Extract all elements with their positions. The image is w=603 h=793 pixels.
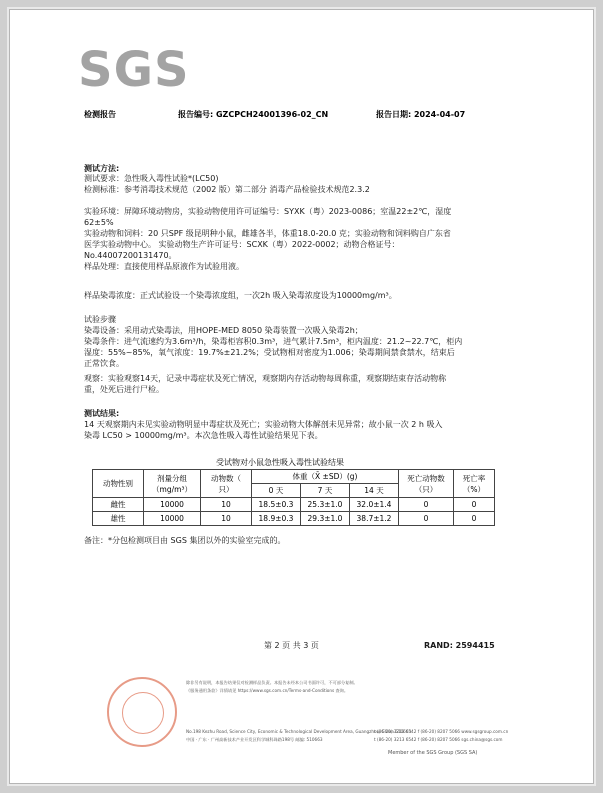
condition-line-3: 正常饮食。 [84,359,124,368]
results-line-2: 染毒 LC50 > 10000mg/m³。本次急性吸入毒性试验结果见下表。 [84,431,323,440]
cell-dead: 0 [399,498,454,512]
cell-day7: 25.3±1.0 [301,498,350,512]
col-sex: 动物性别 [93,470,144,498]
col-day14: 14 天 [350,484,399,498]
equipment: 染毒设备：采用动式染毒法，用HOPE-MED 8050 染毒装置一次吸入染毒2h； [84,326,363,335]
footer-contact-2: t (86-20) 3213 6542 f (86-20) 8207 5066 sgs.china@sgs.com [374,737,503,742]
cell-dose: 10000 [144,512,201,526]
env-line-1: 实验环境：屏障环境动物房，实验动物使用许可证编号：SYXK（粤）2023-0086；室温22±2℃，湿度 [84,207,452,216]
cell-day14: 32.0±1.4 [350,498,399,512]
col-rate: 死亡率 （%） [454,470,495,498]
report-date: 报告日期: 2024-04-07 [376,110,466,119]
table-caption: 受试物对小鼠急性吸入毒性试验结果 [216,458,344,467]
col-weight: 体重（X̄ ±SD）(g) [252,470,399,484]
method-title: 测试方法: [84,164,120,173]
footer-line-2: 《服务通用条款》详情请见 https://www.sgs.com.cn/Terms-and-Conditions 查询。 [186,688,349,693]
footer-contact-1: t (86-20) 3213 6542 f (86-20) 8207 5066 www.sgsgroup.com.cn [374,729,509,734]
col-num: 动物数（ 只） [201,470,252,498]
report-label: 检测报告 [84,110,116,119]
cell-num: 10 [201,512,252,526]
report-number: 报告编号: GZCPCH24001396-02_CN [178,110,329,119]
cell-num: 10 [201,498,252,512]
observation-line-1: 观察：实验观察14天，记录中毒症状及死亡情况，观察期内存活动物每周称重，观察期结束存活动物称 [84,374,447,383]
condition-line-2: 湿度：55%~85%，氧气浓度：19.7%±21.2%；受试物相对密度为1.006；染毒期间禁食禁水，结束后 [84,348,455,357]
col-dead: 死亡动物数 （只） [399,470,454,498]
sample-processing: 样品处理：直接使用样品原液作为试验用液。 [84,262,244,271]
cell-rate: 0 [454,512,495,526]
cell-day14: 38.7±1.2 [350,512,399,526]
cell-day0: 18.9±0.3 [252,512,301,526]
cell-dead: 0 [399,512,454,526]
col-day7: 7 天 [301,484,350,498]
cell-sex: 雄性 [93,512,144,526]
footer-line-1: 除非另有说明，本报告结果仅对检测样品负责。本报告未经本公司书面许可，不可部分复制。 [186,680,358,685]
rand-number: RAND: 2594415 [424,641,495,650]
animal-line-3: No.44007200131470。 [84,251,177,260]
official-seal [107,677,177,747]
remark: 备注：*分包检测项目由 SGS 集团以外的实验室完成的。 [84,536,286,545]
table-row [93,512,495,526]
animal-line-2: 医学实验动物中心。 实验动物生产许可证号：SCXK（粤）2022-0002；动物合格证号： [84,240,400,249]
sgs-logo: SGS [78,42,190,98]
test-standard: 检测标准：参考消毒技术规范（2002 版）第二部分 消毒产品检验技术规范2.3.2 [84,185,370,194]
page-number: 第 2 页 共 3 页 [264,641,319,650]
results-title: 测试结果: [84,409,120,418]
test-requirement: 测试要求：急性吸入毒性试验*(LC50) [84,174,219,183]
cell-day0: 18.5±0.3 [252,498,301,512]
results-line-1: 14 天观察期内未见实验动物明显中毒症状及死亡；实验动物大体解剖未见异常；故小鼠一次 2 h 吸入 [84,420,443,429]
footer-address-en: No.198 Kezhu Road, Science City, Economic & Technological Development Area, Guangzhou, China 510663 [186,729,412,734]
report-page [32,24,572,769]
col-day0: 0 天 [252,484,301,498]
results-table [92,469,495,526]
animal-line-1: 实验动物和饲料：20 只SPF 级昆明种小鼠，雌雄各半，体重18.0-20.0 克；实验动物和饲料购自广东省 [84,229,451,238]
observation-line-2: 重，处死后进行尸检。 [84,385,164,394]
steps-title: 试验步骤 [84,315,116,324]
sample-concentration: 样品染毒浓度：正式试验设一个染毒浓度组，一次2h 吸入染毒浓度设为10000mg/m³。 [84,291,397,300]
cell-dose: 10000 [144,498,201,512]
condition-line-1: 染毒条件：进气流速约为3.6m³/h，染毒柜容积0.3m³，进气累计7.5m³，柜内温度：21.2~22.7℃，柜内 [84,337,463,346]
footer-address-cn: 中国 · 广东 · 广州高新技术产业开发区科学城科珠路198号 邮编: 510663 [186,737,323,742]
table-row [93,498,495,512]
col-dose: 剂量分组 （mg/m³） [144,470,201,498]
env-line-2: 62±5% [84,218,114,227]
cell-day7: 29.3±1.0 [301,512,350,526]
cell-sex: 雌性 [93,498,144,512]
member-line: Member of the SGS Group (SGS SA) [388,750,478,756]
cell-rate: 0 [454,498,495,512]
